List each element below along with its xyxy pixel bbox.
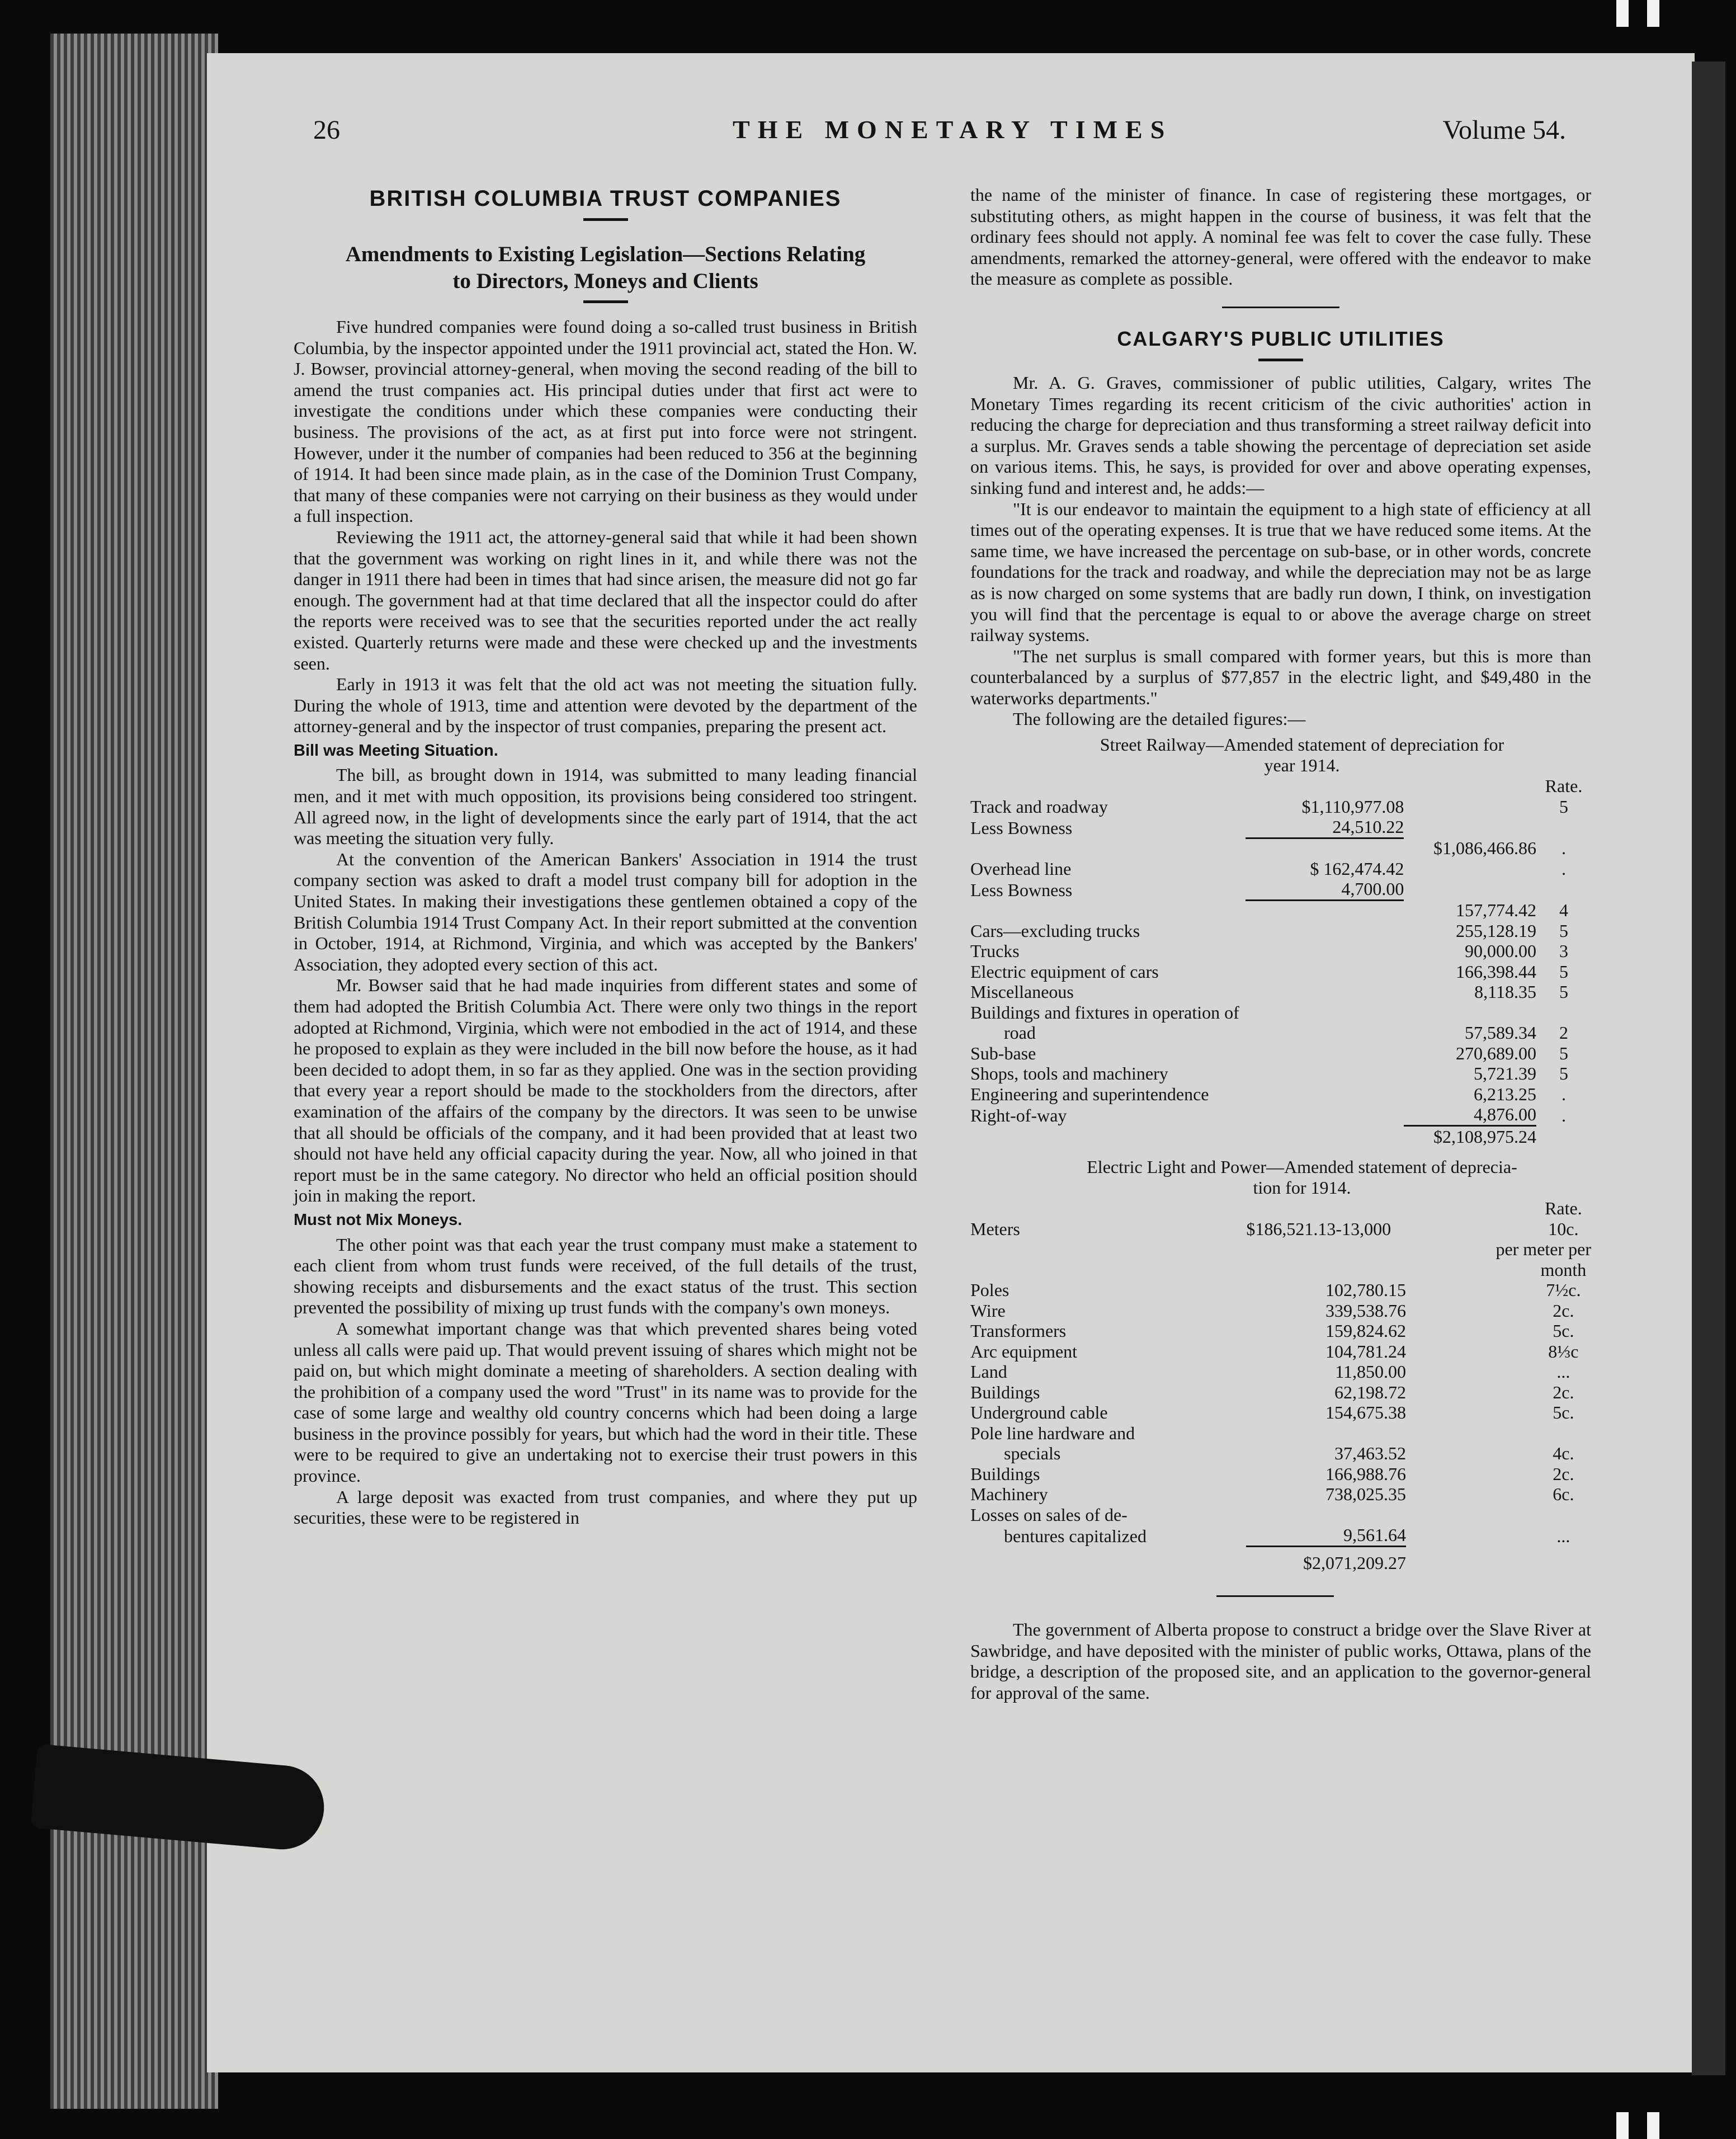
row-label: Electric equipment of cars bbox=[970, 961, 1159, 982]
spacer bbox=[1406, 1301, 1536, 1321]
table-row bbox=[970, 1023, 1591, 1043]
table-caption: Electric Light and Power—Amended statement of deprecia- bbox=[1087, 1157, 1517, 1177]
row-rate: 5 bbox=[1559, 1043, 1568, 1063]
table-header-row bbox=[970, 776, 1591, 797]
row-label: specials bbox=[1004, 1443, 1061, 1464]
scan-mark bbox=[1647, 0, 1659, 27]
table-row bbox=[970, 1239, 1591, 1260]
row-value bbox=[1404, 879, 1536, 900]
row-label: bentures capitalized bbox=[1004, 1525, 1147, 1546]
paragraph: Five hundred companies were found doing a so-called trust business in British Columbia, by the inspector appointed under the 1911 provincial act, stated the Hon. W. J. Bowser, provincial attorney-general, when moving the second reading of the bill to amend the trust companies act. His principal duties under that first act were to investigate the conditions under which these companies were conducting their business. The provisions of the act, as at first put into force were not stringent. However, under it the number of companies had been reduced to 356 at the beginning of 1914. It had been since made plain, as in the case of the Dominion Trust Company, that many of these companies were not carrying on their business as they would under a full inspection. bbox=[294, 317, 917, 526]
table-row bbox=[970, 1002, 1591, 1023]
row-rate: ... bbox=[1556, 1361, 1570, 1382]
spacer bbox=[1406, 1505, 1536, 1525]
row-value: $186,521.13-13,000 bbox=[1246, 1218, 1391, 1239]
row-label: Pole line hardware and bbox=[970, 1422, 1135, 1443]
row-rate: 2c. bbox=[1553, 1463, 1574, 1484]
row-value: 159,824.62 bbox=[1325, 1321, 1406, 1341]
row-value bbox=[1404, 797, 1536, 817]
row-label: Buildings bbox=[970, 1463, 1040, 1484]
section-heading: Must not Mix Moneys. bbox=[294, 1210, 463, 1229]
spacer bbox=[1406, 1382, 1536, 1403]
row-label: Less Bowness bbox=[970, 879, 1073, 900]
row-value: 90,000.00 bbox=[1464, 941, 1536, 962]
row-value: 5,721.39 bbox=[1473, 1063, 1536, 1084]
table-row bbox=[970, 1382, 1591, 1403]
row-label: Overhead line bbox=[970, 858, 1072, 879]
table-row bbox=[970, 1443, 1591, 1464]
table-total: $2,108,975.24 bbox=[1404, 1125, 1536, 1147]
row-rate: 5 bbox=[1559, 796, 1568, 817]
table-row bbox=[970, 1301, 1591, 1321]
scan-mark bbox=[1616, 0, 1629, 27]
row-subvalue bbox=[1246, 921, 1404, 941]
right-column bbox=[970, 185, 1591, 1703]
spacer bbox=[1406, 1423, 1536, 1444]
row-value: 104,781.24 bbox=[1325, 1341, 1406, 1361]
spacer bbox=[970, 1125, 1246, 1147]
table-row bbox=[970, 879, 1591, 900]
table-row bbox=[970, 1063, 1591, 1084]
row-label: Land bbox=[970, 1361, 1007, 1382]
section-divider bbox=[1222, 307, 1339, 308]
rate-header: Rate. bbox=[1545, 1198, 1582, 1219]
running-header bbox=[313, 115, 1566, 154]
row-rate: ... bbox=[1556, 1525, 1570, 1546]
table-row bbox=[970, 1525, 1591, 1546]
table-header-row bbox=[970, 1198, 1591, 1219]
table-row bbox=[970, 900, 1591, 921]
rate-header: Rate. bbox=[1545, 776, 1583, 797]
paragraph: Mr. Bowser said that he had made inquiries from different states and some of them had adopted the British Columbia Act. There were only two things in the report adopted at Richmond, Virginia, which were not embodied in the act of 1914, and these he proposed to explain as they were included in the bill now before the house, as it had been decided to adopt them, in so far as they applied. One was in the section providing that every year a report should be made to the stockholders from the directors, after examination of the affairs of the company by the directors. It was seen to be unwise that all should be officials of the company, and it had been provided that at least two should not have held any official capacity during the year. Now, all who joined in that report must be in the same category. No director who held an official position should join in making the report. bbox=[294, 975, 917, 1206]
row-subvalue: 24,510.22 bbox=[1246, 817, 1404, 838]
row-subvalue bbox=[1246, 1104, 1404, 1125]
row-rate bbox=[1536, 817, 1591, 838]
electric-light-table bbox=[970, 1198, 1591, 1573]
title-rule bbox=[1258, 359, 1303, 361]
paragraph: The bill, as brought down in 1914, was submitted to many leading financial men, and it met with much opposition, its provisions being considered too stringent. All agreed now, in the light of developments since the early part of 1914, that the act was meeting the situation very fully. bbox=[294, 765, 917, 849]
spacer bbox=[1536, 1546, 1591, 1573]
row-label: Arc equipment bbox=[970, 1341, 1078, 1361]
table-row bbox=[970, 982, 1591, 1002]
table-row bbox=[970, 1280, 1591, 1301]
paragraph: A large deposit was exacted from trust companies, and where they put up securities, these were to be registered in bbox=[294, 1486, 917, 1528]
table-caption: Street Railway—Amended statement of depreciation for bbox=[1100, 734, 1504, 755]
row-rate: 5 bbox=[1559, 1063, 1568, 1084]
table-row bbox=[970, 1043, 1591, 1064]
row-subvalue bbox=[1246, 1002, 1404, 1023]
row-label: Right-of-way bbox=[970, 1105, 1067, 1125]
table-row bbox=[970, 859, 1591, 879]
spacer bbox=[1406, 1402, 1536, 1423]
section-divider bbox=[1216, 1595, 1334, 1597]
row-label: Engineering and superintendence bbox=[970, 1083, 1209, 1104]
row-label: Sub-base bbox=[970, 1043, 1036, 1063]
row-label: Meters bbox=[970, 1218, 1020, 1239]
row-rate bbox=[1536, 1505, 1591, 1525]
table-caption: tion for 1914. bbox=[1253, 1177, 1351, 1198]
subtitle-line: Amendments to Existing Legislation—Sections Relating bbox=[345, 242, 866, 266]
row-value: 166,398.44 bbox=[1455, 961, 1536, 982]
row-label: Trucks bbox=[970, 941, 1020, 962]
row-value: 62,198.72 bbox=[1334, 1382, 1406, 1402]
row-rate: 7½c. bbox=[1546, 1280, 1581, 1301]
article-title: BRITISH COLUMBIA TRUST COMPANIES bbox=[369, 186, 842, 211]
row-label: Poles bbox=[970, 1280, 1009, 1301]
row-label bbox=[970, 838, 1246, 859]
row-rate: 8⅓c bbox=[1548, 1341, 1579, 1361]
spacer bbox=[1406, 1525, 1536, 1546]
spacer bbox=[1406, 1361, 1536, 1382]
row-rate: 5 bbox=[1559, 982, 1568, 1002]
row-label: Miscellaneous bbox=[970, 982, 1074, 1002]
row-value: 738,025.35 bbox=[1325, 1484, 1406, 1505]
paragraph: The other point was that each year the trust company must make a statement to each client from whom trust funds were received, of the full details of the trust, showing receipts and disbursements and the exact status of the trust. This section prevented the possibility of mixing up trust funds with the company's own moneys. bbox=[294, 1234, 917, 1318]
table-total-row bbox=[970, 1125, 1591, 1147]
row-rate: . bbox=[1561, 838, 1566, 859]
paragraph: Early in 1913 it was felt that the old act was not meeting the situation fully. During the whole of 1913, time and attention were devoted by the department of the attorney-general and by the inspector of trust companies, preparing the present act. bbox=[294, 674, 917, 737]
paragraph: Mr. A. G. Graves, commissioner of public utilities, Calgary, writes The Monetary Times regarding its recent criticism of the civic authorities' action in reducing the charge for depreciation and thus transforming a street railway deficit into a surplus. Mr. Graves sends a table showing the percentage of depreciation set aside on various items. This, he says, is provided for over and above operating expenses, sinking fund and interest and, he adds:— bbox=[970, 372, 1591, 498]
row-label: Transformers bbox=[970, 1321, 1067, 1341]
row-subvalue bbox=[1246, 900, 1404, 921]
table-row bbox=[970, 1402, 1591, 1423]
row-value bbox=[1404, 859, 1536, 879]
table-row bbox=[970, 941, 1591, 962]
table-row bbox=[970, 962, 1591, 982]
row-value: 57,589.34 bbox=[1464, 1023, 1536, 1043]
spacer bbox=[1406, 1484, 1536, 1505]
row-rate: 4c. bbox=[1553, 1443, 1574, 1464]
table-row bbox=[970, 838, 1591, 859]
table-row bbox=[970, 817, 1591, 838]
row-subvalue bbox=[1246, 1084, 1404, 1105]
journal-title: THE MONETARY TIMES bbox=[733, 115, 1173, 144]
paragraph: The government of Alberta propose to construct a bridge over the Slave River at Sawbridge, and have deposited with the minister of public works, Ottawa, plans of the bridge, a description of the proposed site, and an application to the governor-general for approval of the same. bbox=[970, 1619, 1591, 1703]
row-value: 339,538.76 bbox=[1325, 1300, 1406, 1321]
spacer bbox=[1406, 1321, 1536, 1341]
row-subvalue bbox=[1246, 1043, 1404, 1064]
table-row bbox=[970, 1464, 1591, 1485]
row-label: Wire bbox=[970, 1300, 1006, 1321]
table-row bbox=[970, 1505, 1591, 1525]
row-value: $1,086,466.86 bbox=[1433, 838, 1536, 859]
spacer bbox=[1406, 1443, 1536, 1464]
paragraph: the name of the minister of finance. In case of registering these mortgages, or substituting others, as might happen in the course of business, it was felt that the ordinary fees should not apply. A nominal fee was felt to cover the case fully. These amendments, remarked the attorney-general, were offered with the endeavor to make the measure as complete as possible. bbox=[970, 185, 1591, 289]
table-row bbox=[970, 797, 1591, 817]
row-rate: 6c. bbox=[1553, 1484, 1574, 1505]
row-value: 166,988.76 bbox=[1325, 1463, 1406, 1484]
row-rate: 5c. bbox=[1553, 1321, 1574, 1341]
table-caption: year 1914. bbox=[1264, 755, 1340, 776]
row-label: Machinery bbox=[970, 1484, 1048, 1505]
row-value: 102,780.15 bbox=[1325, 1280, 1406, 1301]
row-rate: . bbox=[1561, 858, 1566, 879]
section-heading: Bill was Meeting Situation. bbox=[294, 741, 498, 760]
spacer bbox=[1246, 1125, 1404, 1147]
spacer bbox=[970, 1546, 1246, 1573]
spacer bbox=[1406, 1546, 1536, 1573]
table-row bbox=[970, 1484, 1591, 1505]
row-subvalue: 4,700.00 bbox=[1246, 879, 1404, 900]
row-value: 270,689.00 bbox=[1455, 1043, 1536, 1063]
left-column bbox=[294, 185, 917, 1529]
table-row bbox=[970, 1341, 1591, 1362]
row-value bbox=[1404, 817, 1536, 838]
row-value: 8,118.35 bbox=[1474, 982, 1536, 1002]
scan-mark bbox=[1647, 2112, 1659, 2139]
row-label: road bbox=[1004, 1023, 1036, 1043]
street-railway-caption bbox=[970, 734, 1591, 776]
row-label: Shops, tools and machinery bbox=[970, 1063, 1168, 1084]
row-value bbox=[1246, 1505, 1406, 1525]
facing-page-edge bbox=[1692, 62, 1725, 2075]
row-rate bbox=[1536, 1002, 1591, 1023]
table-row bbox=[970, 1423, 1591, 1444]
row-label bbox=[970, 900, 1246, 921]
table-row bbox=[970, 1104, 1591, 1125]
row-rate: 10c. bbox=[1548, 1218, 1579, 1239]
row-value: 6,213.25 bbox=[1473, 1083, 1536, 1104]
row-rate: . bbox=[1561, 1083, 1566, 1104]
rate-note: per meter per bbox=[1496, 1239, 1591, 1260]
spacer bbox=[1536, 1125, 1591, 1147]
row-label: Losses on sales of de- bbox=[970, 1504, 1128, 1525]
row-label: Track and roadway bbox=[970, 796, 1108, 817]
article-subtitle bbox=[294, 241, 917, 295]
subtitle-rule bbox=[583, 300, 628, 303]
table-total: $2,071,209.27 bbox=[1246, 1546, 1406, 1573]
row-label: Underground cable bbox=[970, 1402, 1108, 1423]
row-rate: . bbox=[1561, 1105, 1566, 1125]
row-rate: 4 bbox=[1559, 900, 1568, 921]
row-value: 4,876.00 bbox=[1473, 1104, 1536, 1125]
volume-label: Volume 54. bbox=[1442, 115, 1566, 145]
row-subvalue bbox=[1246, 941, 1404, 962]
table-row bbox=[970, 1219, 1591, 1240]
table-row bbox=[970, 1321, 1591, 1341]
row-value: 37,463.52 bbox=[1334, 1443, 1406, 1464]
row-value: 9,561.64 bbox=[1343, 1525, 1406, 1546]
row-label: Buildings bbox=[970, 1382, 1040, 1402]
title-rule bbox=[583, 218, 628, 221]
row-rate bbox=[1536, 1423, 1591, 1444]
row-label: Buildings and fixtures in operation of bbox=[970, 1002, 1239, 1023]
row-subvalue bbox=[1246, 838, 1404, 859]
spacer bbox=[1406, 1464, 1536, 1485]
page-number: 26 bbox=[313, 115, 340, 145]
electric-light-caption bbox=[970, 1157, 1591, 1198]
row-rate: 5c. bbox=[1553, 1402, 1574, 1423]
row-subvalue bbox=[1246, 962, 1404, 982]
row-label: Less Bowness bbox=[970, 817, 1073, 838]
row-subvalue bbox=[1246, 1023, 1404, 1043]
row-value: 154,675.38 bbox=[1325, 1402, 1406, 1423]
spacer bbox=[1406, 1341, 1536, 1362]
row-value bbox=[1246, 1423, 1406, 1444]
paragraph: Reviewing the 1911 act, the attorney-general said that while it had been shown that the government was working on right lines in it, and while there was not the danger in 1911 there had been in times that had since arisen, the measure did not go far enough. The government had at that time declared that all the inspector could do after the reports were received was to see that the securities reported under the act really existed. Quarterly returns were made and these were checked up and the investments seen. bbox=[294, 526, 917, 673]
row-subvalue: $ 162,474.42 bbox=[1310, 858, 1404, 879]
table-body bbox=[970, 1198, 1591, 1573]
quote-paragraph: "The net surplus is small compared with former years, but this is more than counterbalanced by a surplus of $77,857 in the electric light, and $49,480 in the waterworks departments." bbox=[970, 646, 1591, 708]
row-value: 255,128.19 bbox=[1455, 920, 1536, 941]
street-railway-table bbox=[970, 776, 1591, 1147]
row-rate: 2c. bbox=[1553, 1300, 1574, 1321]
row-subvalue bbox=[1246, 1063, 1404, 1084]
rate-note: month bbox=[1540, 1259, 1587, 1280]
row-rate: 5 bbox=[1559, 961, 1568, 982]
row-rate bbox=[1536, 879, 1591, 900]
row-value bbox=[1404, 1002, 1536, 1023]
table-row bbox=[970, 1361, 1591, 1382]
row-rate: 2c. bbox=[1553, 1382, 1574, 1402]
row-label: Cars—excluding trucks bbox=[970, 920, 1140, 941]
paragraph: At the convention of the American Bankers' Association in 1914 the trust company section was asked to draft a model trust company bill for adoption in the United States. In making their investigations these gentlemen obtained a copy of the British Columbia 1914 Trust Company Act. In their report submitted at the convention in October, 1914, at Richmond, Virginia, and which was accepted by the Bankers' Association, they adopted every section of this act. bbox=[294, 849, 917, 974]
scan-mark bbox=[1616, 2112, 1629, 2139]
spacer bbox=[1406, 1280, 1536, 1301]
row-rate: 2 bbox=[1559, 1023, 1568, 1043]
row-value: 157,774.42 bbox=[1455, 900, 1536, 921]
row-value: 11,850.00 bbox=[1335, 1361, 1406, 1382]
paragraph: The following are the detailed figures:— bbox=[1013, 709, 1306, 729]
table-body bbox=[970, 776, 1591, 1147]
quote-paragraph: "It is our endeavor to maintain the equipment to a high state of efficiency at all times out of the operating expenses. It is true that we have reduced some items. At the same time, we have increased the percentage on sub-base, or in other words, concrete foundations for the track and roadway, and while the depreciation may not be as large as is now charged on some systems that are badly run down, I think, on investigation you will find that the percentage is equal to or above the average charge on street railway systems. bbox=[970, 498, 1591, 646]
row-rate: 3 bbox=[1559, 941, 1568, 962]
row-rate: 5 bbox=[1559, 920, 1568, 941]
table-row bbox=[970, 921, 1591, 941]
article-title: CALGARY'S PUBLIC UTILITIES bbox=[1117, 327, 1445, 350]
row-subvalue bbox=[1246, 982, 1404, 1002]
table-row bbox=[970, 1260, 1591, 1280]
table-row bbox=[970, 1084, 1591, 1105]
paragraph: A somewhat important change was that which prevented shares being voted unless all calls were paid up. That would prevent issuing of shares which might not be paid on, but which might dominate a meeting of shareholders. A section dealing with the prohibition of a company used the word "Trust" in its name was to provide for the case of some large and wealthy old country concerns which had been doing a large business in the province possibly for years, but which had the word in their title. These were to be required to give an undertaking not to exercise their trust powers in this province. bbox=[294, 1318, 917, 1486]
table-total-row bbox=[970, 1546, 1591, 1573]
subtitle-line: to Directors, Moneys and Clients bbox=[452, 269, 758, 293]
row-subvalue: $1,110,977.08 bbox=[1301, 796, 1404, 817]
